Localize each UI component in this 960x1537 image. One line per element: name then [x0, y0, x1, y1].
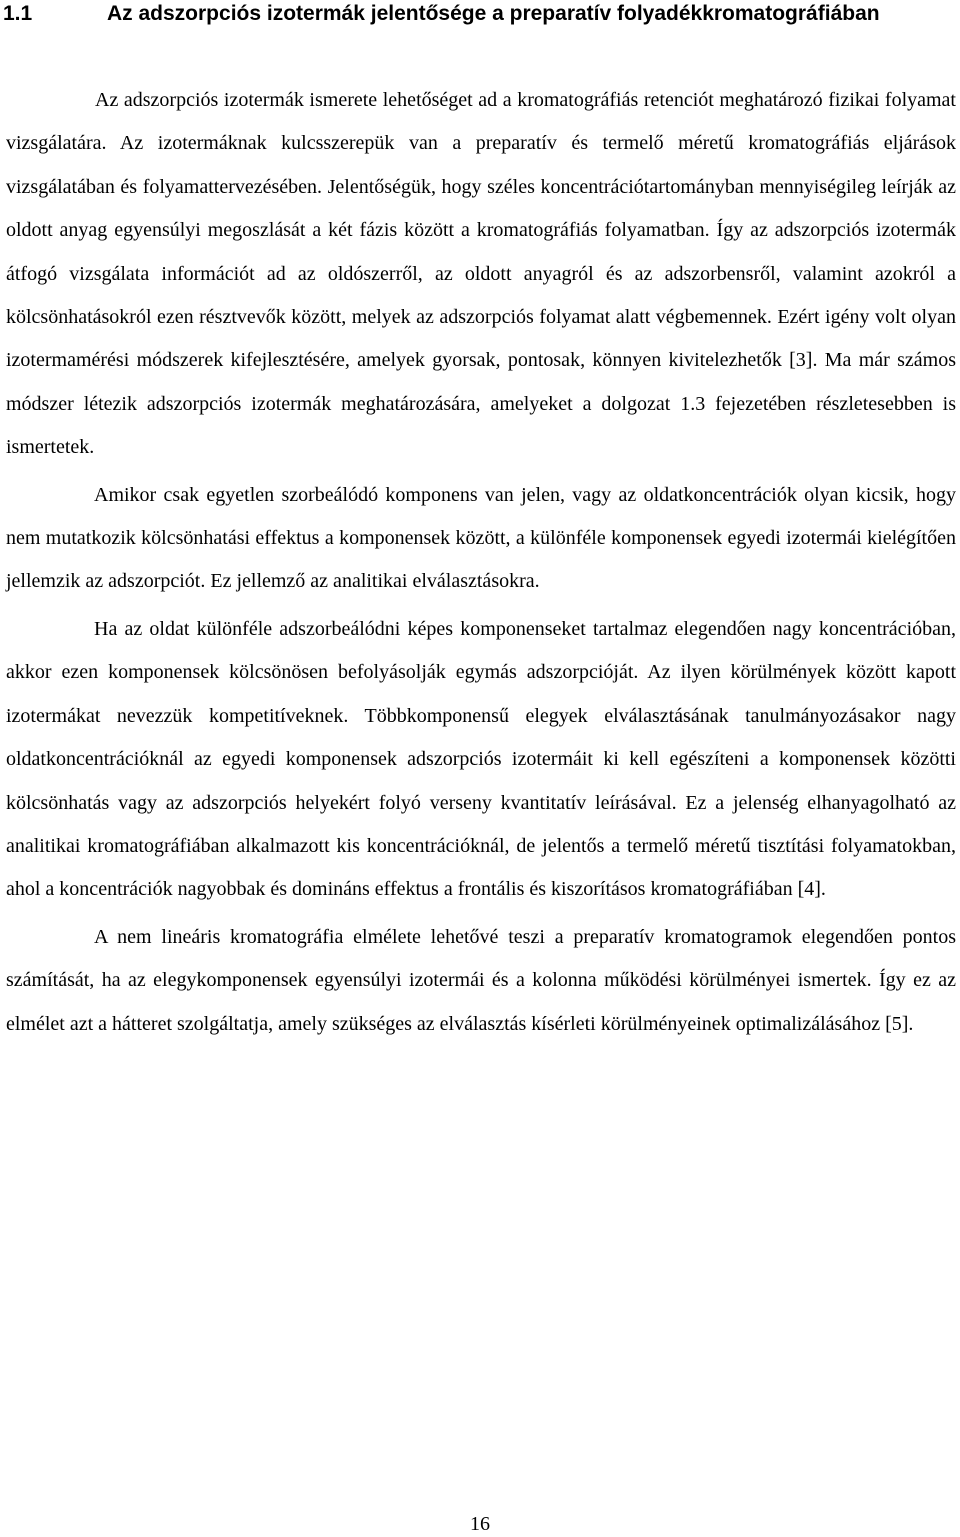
paragraph: Amikor csak egyetlen szorbeálódó komponens van jelen, vagy az oldatkoncentrációk olyan kicsik, hogy nem mutatkozik kölcsönhatási effektus a komponensek között, a különféle komponensek egyedi izotermái kielégítően jellemzik az adszorpciót. Ez jellemző az analitikai elválasztásokra. — [6, 483, 956, 593]
section-title: Az adszorpciós izotermák jelentősége a preparatív folyadékkromatográfiában — [107, 2, 880, 25]
body-text — [6, 79, 956, 1050]
section-heading — [3, 2, 953, 32]
paragraph: Ha az oldat különféle adszorbeálódni képes komponenseket tartalmaz elegendően nagy koncentrációban, akkor ezen komponensek kölcsönösen befolyásolják egymás adszorpcióját. Az ilyen körülmények között kapott izotermákat nevezzük kompetitíveknek. Többkomponensű elegyek elválasztásának tanulmányozásakor nagy oldatkoncentrációknál az egyedi komponensek adszorpciós izotermáit ki kell egészíteni a komponensek közötti kölcsönhatás vagy az adszorpciós helyekért folyó verseny kvantitatív leírásával. Ez a jelenség elhanyagolható az analitikai kromatográfiában alkalmazott kis koncentrációknál, de jelentős a termelő méretű tisztítási folyamatokban, ahol a koncentrációk nagyobbak és domináns effektus a frontális és kiszorításos kromatográfiában [4]. — [6, 617, 956, 901]
page-number: 16 — [470, 1513, 490, 1535]
section-number: 1.1 — [3, 2, 33, 25]
paragraph: A nem lineáris kromatográfia elmélete lehetővé teszi a preparatív kromatogramok elegendően pontos számítását, ha az elegykomponensek egyensúlyi izotermái és a kolonna működési körülményei ismertek. Így ez az elmélet azt a hátteret szolgáltatja, amely szükséges az elválasztás kísérleti körülményeinek optimalizálásához [5]. — [6, 925, 956, 1035]
paragraph: Az adszorpciós izotermák ismerete lehetőséget ad a kromatográfiás retenciót meghatározó fizikai folyamat vizsgálatára. Az izotermáknak kulcsszerepük van a preparatív és termelő méretű kromatográfiás eljárások vizsgálatában és folyamattervezésében. Jelentőségük, hogy széles koncentrációtartományban mennyiségileg leírják az oldott anyag egyensúlyi megoszlását a két fázis között a kromatográfiás folyamatban. Így az adszorpciós izotermák átfogó vizsgálata információt ad az oldószerről, az oldott anyagról és az adszorbensről, valamint azokról a kölcsönhatásokról ezen résztvevők között, melyek az adszorpciós folyamat alatt végbemennek. Ezért igény volt olyan izotermamérési módszerek kifejlesztésére, amelyek gyorsak, pontosak, könnyen kivitelezhetők [3]. Ma már számos módszer létezik adszorpciós izotermák meghatározására, amelyeket a dolgozat 1.3 fejezetében részletesebben is ismertetek. — [6, 89, 956, 459]
